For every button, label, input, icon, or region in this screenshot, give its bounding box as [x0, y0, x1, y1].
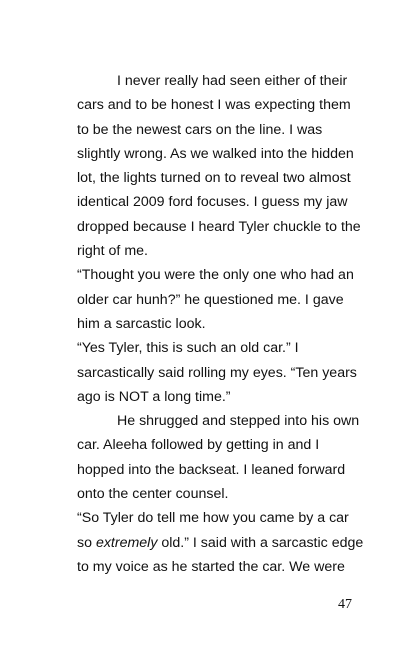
text-line: car. Aleeha followed by getting in and I [77, 437, 320, 454]
text-line: “Yes Tyler, this is such an old car.” I [77, 340, 299, 357]
text-line: right of me. [77, 243, 148, 260]
text-line: “So Tyler do tell me how you came by a car [77, 510, 349, 527]
text-line: dropped because I heard Tyler chuckle to the [77, 218, 361, 235]
text-line: to be the newest cars on the line. I was [77, 121, 323, 138]
text-line: “Thought you were the only one who had an [77, 267, 354, 284]
text-line: slightly wrong. As we walked into the hidden [77, 145, 354, 162]
text-line: identical 2009 ford focuses. I guess my jaw [77, 194, 348, 211]
text-line: I never really had seen either of their [117, 73, 348, 89]
text-line: lot, the lights turned on to reveal two almost [77, 170, 351, 187]
text-line: ago is NOT a long time.” [77, 388, 231, 405]
body-text [77, 69, 367, 579]
text-line [77, 531, 367, 555]
text-line: cars and to be honest I was expecting them [77, 97, 351, 114]
text-line: sarcastically said rolling my eyes. “Ten years [77, 364, 357, 381]
text-line: hopped into the backseat. I leaned forward [77, 461, 346, 478]
text-line: older car hunh?” he questioned me. I gave [77, 291, 344, 308]
text-line: him a sarcastic look. [77, 315, 206, 332]
text-line: to my voice as he started the car. We were [77, 558, 345, 575]
emphasis-text: extremely [95, 534, 158, 551]
text-line: He shrugged and stepped into his own [117, 413, 360, 430]
text-segment: so [77, 534, 96, 551]
text-line: onto the center counsel. [77, 486, 229, 503]
text-segment: old.” I said with a sarcastic edge [157, 534, 364, 551]
page-number: 47 [338, 597, 352, 612]
